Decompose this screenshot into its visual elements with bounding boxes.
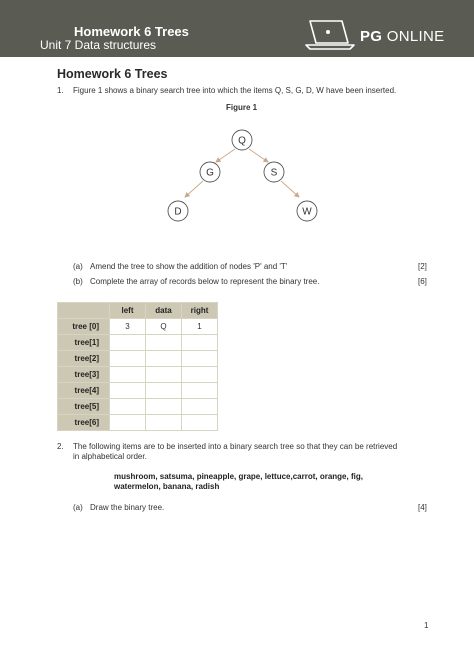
tree-node-d xyxy=(168,201,188,221)
table-row xyxy=(58,335,218,351)
table-cell xyxy=(146,383,182,399)
table-cell xyxy=(110,335,146,351)
row-label: tree[2] xyxy=(58,351,110,367)
tree-node-q xyxy=(232,130,252,150)
table-cell xyxy=(182,351,218,367)
figure-label: Figure 1 xyxy=(226,103,258,112)
q2-items-list xyxy=(114,472,404,492)
q1b-label: (b) xyxy=(73,277,83,286)
q2-items-line2: watermelon, banana, radish xyxy=(114,482,220,491)
q2-number: 2. xyxy=(57,442,64,451)
table-header-row xyxy=(58,303,218,319)
table-cell xyxy=(110,367,146,383)
q1-number: 1. xyxy=(57,86,64,95)
table-corner xyxy=(58,303,110,319)
row-label: tree[5] xyxy=(58,399,110,415)
brand-logo xyxy=(360,28,444,45)
tree-node-s xyxy=(264,162,284,182)
table-cell xyxy=(146,351,182,367)
column-header: right xyxy=(182,303,218,319)
table-cell xyxy=(182,367,218,383)
table-cell xyxy=(110,399,146,415)
table-cell: 1 xyxy=(182,319,218,335)
q1-text: Figure 1 shows a binary search tree into which the items Q, S, G, D, W have been inserted. xyxy=(73,86,397,95)
q1b-marks: [6] xyxy=(418,277,427,286)
edge-g-d xyxy=(185,181,203,197)
table-cell xyxy=(182,383,218,399)
tree-array-table xyxy=(57,302,218,431)
node-label: W xyxy=(302,206,312,218)
table-cell xyxy=(110,415,146,431)
table-cell xyxy=(182,415,218,431)
table-row xyxy=(58,367,218,383)
tree-node-w xyxy=(297,201,317,221)
edge-q-g xyxy=(216,149,235,162)
table-cell: Q xyxy=(146,319,182,335)
q2a-label: (a) xyxy=(73,503,83,512)
table-cell xyxy=(110,383,146,399)
laptop-icon xyxy=(302,19,358,51)
row-label: tree[3] xyxy=(58,367,110,383)
q1a-label: (a) xyxy=(73,262,83,271)
table-cell xyxy=(146,399,182,415)
tree-node-g xyxy=(200,162,220,182)
q2a-marks: [4] xyxy=(418,503,427,512)
column-header: left xyxy=(110,303,146,319)
brand-bold: PG xyxy=(360,28,383,45)
node-label: D xyxy=(174,206,182,218)
node-label: Q xyxy=(238,135,246,147)
node-label: S xyxy=(270,167,278,179)
header-title: Homework 6 Trees xyxy=(74,24,189,39)
table-row xyxy=(58,319,218,335)
page-title: Homework 6 Trees xyxy=(57,67,168,81)
q2-text-line1: The following items are to be inserted into a binary search tree so that they can be retrieved xyxy=(73,442,398,451)
q2a-text: Draw the binary tree. xyxy=(90,503,165,512)
row-label: tree [0] xyxy=(58,319,110,335)
table-cell xyxy=(110,351,146,367)
table-cell: 3 xyxy=(110,319,146,335)
q1a-text: Amend the tree to show the addition of nodes 'P' and 'T' xyxy=(90,262,288,271)
edge-s-w xyxy=(281,181,299,197)
row-label: tree[1] xyxy=(58,335,110,351)
q2-items-line1: mushroom, satsuma, pineapple, grape, lettuce,carrot, orange, fig, xyxy=(114,472,363,481)
table-cell xyxy=(146,367,182,383)
node-label: G xyxy=(206,167,214,179)
q2-text-line2: in alphabetical order. xyxy=(73,452,147,461)
brand-rest: ONLINE xyxy=(382,28,445,45)
q1a-marks: [2] xyxy=(418,262,427,271)
table-row xyxy=(58,383,218,399)
binary-tree-figure xyxy=(160,128,330,228)
table-cell xyxy=(146,415,182,431)
header-unit: Unit 7 Data structures xyxy=(40,38,157,52)
edge-q-s xyxy=(249,149,268,162)
row-label: tree[6] xyxy=(58,415,110,431)
table-row xyxy=(58,399,218,415)
table-cell xyxy=(182,335,218,351)
table-cell xyxy=(182,399,218,415)
table-cell xyxy=(146,335,182,351)
column-header: data xyxy=(146,303,182,319)
page-number: 1 xyxy=(424,621,429,630)
page-header xyxy=(0,0,474,57)
row-label: tree[4] xyxy=(58,383,110,399)
table-row xyxy=(58,351,218,367)
q1b-text: Complete the array of records below to represent the binary tree. xyxy=(90,277,320,286)
table-row xyxy=(58,415,218,431)
